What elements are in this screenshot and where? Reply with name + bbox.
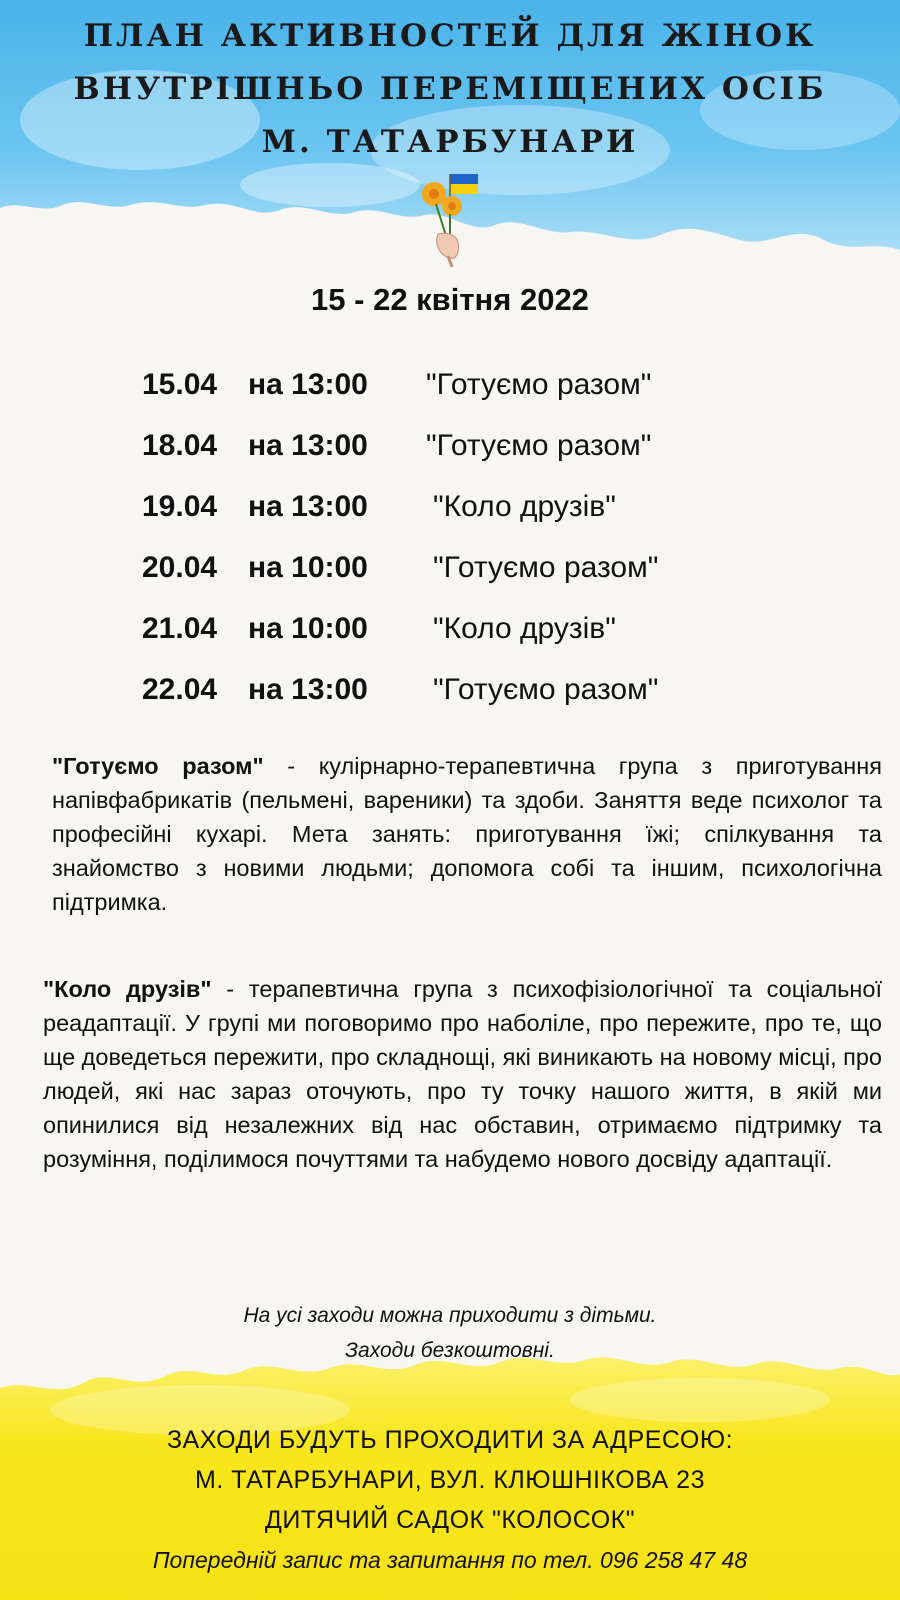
event-date: 15.04 (142, 368, 218, 401)
note-line: Заходи безкоштовні. (345, 1339, 555, 1362)
activity-name: "Коло друзів" (43, 976, 212, 1002)
schedule-row (0, 360, 900, 421)
schedule-row (0, 604, 900, 665)
schedule-row (0, 665, 900, 726)
event-date: 20.04 (142, 551, 218, 584)
schedule-row (0, 543, 900, 604)
friends-circle-description (43, 972, 882, 1176)
address-line: ДИТЯЧИЙ САДОК "КОЛОСОК" (264, 1506, 636, 1534)
event-activity: "Готуємо разом" (426, 368, 652, 401)
event-activity: "Готуємо разом" (433, 673, 659, 706)
info-note (0, 1298, 900, 1368)
event-activity: "Коло друзів" (433, 490, 616, 523)
title-line: М. ТАТАРБУНАРИ (261, 124, 639, 160)
event-activity: "Готуємо разом" (426, 429, 652, 462)
note-line: На усі заходи можна приходити з дітьми. (243, 1304, 657, 1327)
activity-description-text: - кулірнарно-терапевтична група з приготування напівфабрикатів (пельмені, вареники) та здоби. Заняття веде психолог та професійні кухарі. Мета занять: приготування їжі; спілкування та знайомство з новими людьми; допомога собі та іншим, психологічна підтримка. (52, 753, 882, 915)
event-date: 22.04 (142, 673, 218, 706)
event-date: 19.04 (142, 490, 218, 523)
sunflowers-with-ukrainian-flag-icon (412, 172, 492, 267)
event-time: на 13:00 (248, 368, 368, 401)
activity-description-text: - терапевтична група з психофізіологічної та соціальної реадаптації. У групі ми поговоримо про наболіле, про пережите, про те, що ще доведеться пережити, про складнощі, які виникають на новому місці, про людей, які нас зараз оточують, про ту точку нашого життя, в якій ми опинилися від незалежних від нас обставин, отримаємо підтримку та розуміння, поділимося почуттями та набудемо нового досвіду адаптації. (43, 976, 883, 1172)
event-time: на 13:00 (248, 429, 368, 462)
title-line: ПЛАН АКТИВНОСТЕЙ ДЛЯ ЖІНОК (83, 18, 817, 54)
event-time: на 10:00 (248, 612, 368, 645)
activity-name: "Готуємо разом" (52, 753, 264, 779)
event-date: 18.04 (142, 429, 218, 462)
event-date: 21.04 (142, 612, 218, 645)
page-title (0, 10, 900, 169)
contact-phone: Попередній запис та запитання по тел. 096 258 47 48 (152, 1547, 748, 1573)
event-activity: "Готуємо разом" (433, 551, 659, 584)
event-time: на 13:00 (248, 490, 368, 523)
schedule-list (0, 360, 900, 726)
event-time: на 13:00 (248, 673, 368, 706)
schedule-row (0, 421, 900, 482)
address-line: ЗАХОДИ БУДУТЬ ПРОХОДИТИ ЗА АДРЕСОЮ: (166, 1426, 734, 1454)
date-range: 15 - 22 квітня 2022 (311, 282, 589, 317)
cooking-group-description (52, 749, 882, 919)
address-block (0, 1420, 900, 1540)
title-line: ВНУТРІШНЬО ПЕРЕМІЩЕНИХ ОСІБ (73, 71, 827, 107)
event-time: на 10:00 (248, 551, 368, 584)
event-activity: "Коло друзів" (433, 612, 616, 645)
address-line: М. ТАТАРБУНАРИ, ВУЛ. КЛЮШНІКОВА 23 (195, 1466, 705, 1494)
schedule-row (0, 482, 900, 543)
